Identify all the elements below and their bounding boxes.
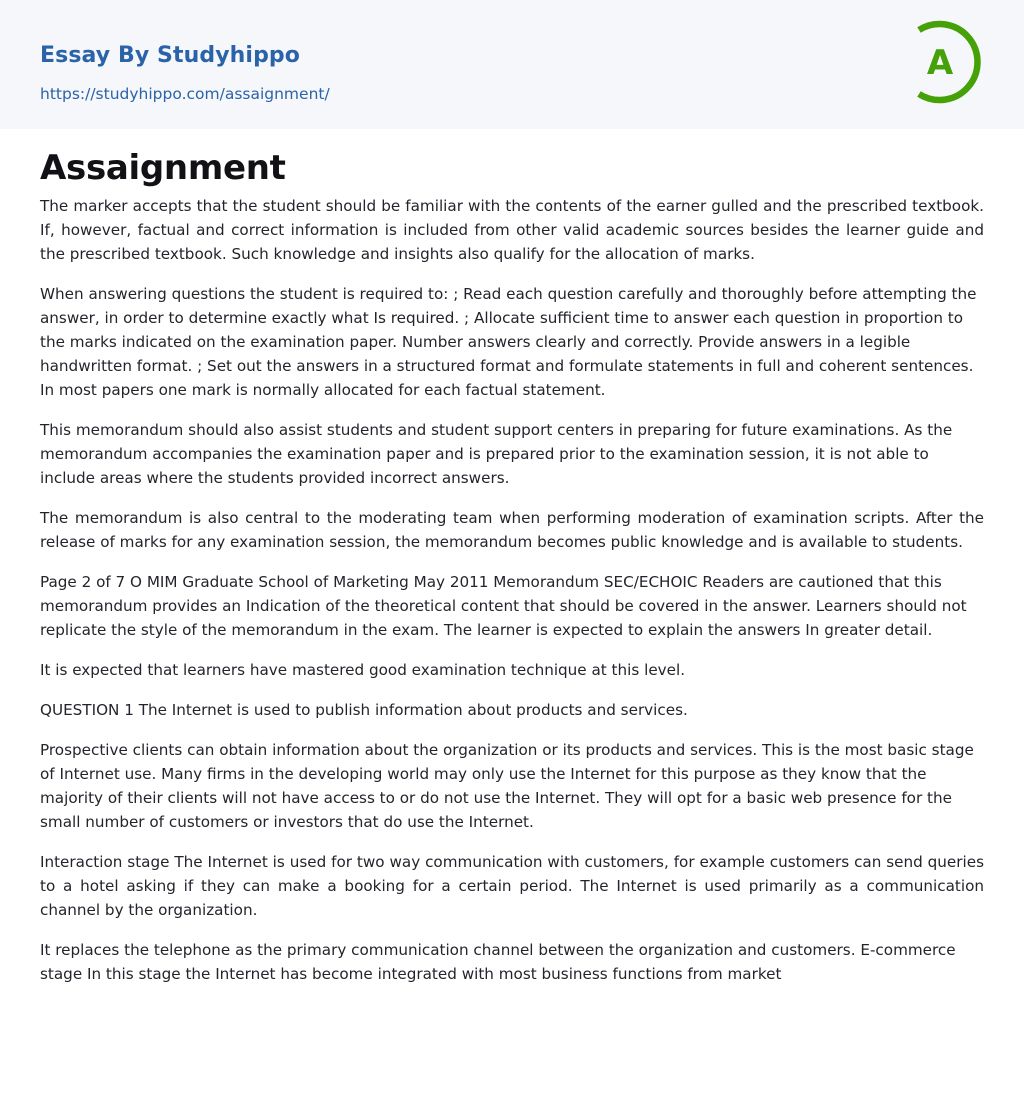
paragraph: Interaction stage The Internet is used for two way communication with customers, for example customers can send queries to a hotel asking if they can make a booking for a certain period. The Internet is used primarily as a communication channel by the organization. xyxy=(40,853,984,919)
site-header xyxy=(0,0,1024,129)
paragraph: The memorandum is also central to the moderating team when performing moderation of examination scripts. After the release of marks for any examination session, the memorandum becomes public knowledge and is available to students. xyxy=(40,509,984,551)
brand-url-link[interactable]: https://studyhippo.com/assaignment/ xyxy=(40,85,330,103)
brand-title[interactable]: Essay By Studyhippo xyxy=(40,43,300,68)
page-title: Assaignment xyxy=(40,148,286,188)
paragraph: Prospective clients can obtain information about the organization or its products and services. This is the most basic stage of Internet use. Many firms in the developing world may only use the Internet for this purpose as they know that the majority of their clients will not have access to or do not use the Internet. They will opt for a basic web presence for the small number of customers or investors that do use the Internet. xyxy=(40,741,974,831)
paragraph: This memorandum should also assist students and student support centers in preparing for future examinations. As the memorandum accompanies the examination paper and is prepared prior to the examination session, it is not able to include areas where the students provided incorrect answers. xyxy=(40,421,953,487)
logo-letter: A xyxy=(926,43,954,83)
paragraph: It replaces the telephone as the primary communication channel between the organization and customers. E-commerce stage In this stage the Internet has become integrated with most business functions from market xyxy=(40,941,956,983)
studyhippo-logo-icon[interactable] xyxy=(912,18,988,106)
paragraph: Page 2 of 7 O MIM Graduate School of Marketing May 2011 Memorandum SEC/ECHOIC Readers are cautioned that this memorandum provides an Indication of the theoretical content that should be covered in the answer. Learners should not replicate the style of the memorandum in the exam. The learner is expected to explain the answers In greater detail. xyxy=(40,573,967,639)
paragraph: The marker accepts that the student should be familiar with the contents of the earner gulled and the prescribed textbook. If, however, factual and correct information is included from other valid academic sources besides the learner guide and the prescribed textbook. Such knowledge and insights also qualify for the allocation of marks. xyxy=(40,197,984,263)
paragraph: QUESTION 1 The Internet is used to publish information about products and services. xyxy=(40,701,688,719)
paragraph: When answering questions the student is required to: ; Read each question carefully and thoroughly before attempting the answer, in order to determine exactly what Is required. ; Allocate sufficient time to answer each question in proportion to the marks indicated on the examination paper. Number answers clearly and correctly. Provide answers in a legible handwritten format. ; Set out the answers in a structured format and formulate statements in full and coherent sentences. In most papers one mark is normally allocated for each factual statement. xyxy=(40,285,977,399)
article xyxy=(0,148,1024,986)
paragraph: It is expected that learners have mastered good examination technique at this level. xyxy=(40,661,686,679)
